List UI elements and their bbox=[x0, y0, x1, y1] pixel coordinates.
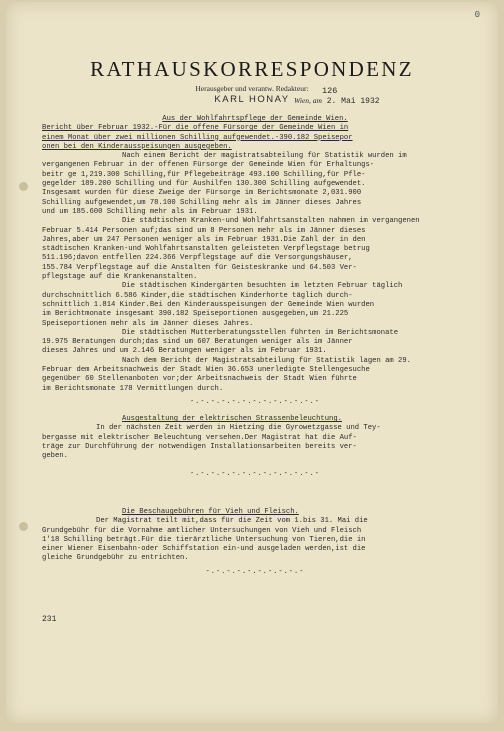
text-line: vergangenen Februar in der offenen Fürsorge der Gemeinde Wien für Erhaltungs- bbox=[42, 161, 375, 170]
text-line: dieses Jahres und um 2.146 Beratungen weniger als im Februar 1931. bbox=[42, 347, 327, 356]
text-line: gleiche Grundgebühr zu entrichten. bbox=[42, 554, 189, 563]
page-number: 231 bbox=[42, 615, 57, 624]
text-line: städtischen Kranken-und Wohlfahrtsanstalten geleisteten Verpflegstage betrug bbox=[42, 245, 370, 254]
text-line: onen bei den Kinderausspeisungen ausgegeben. bbox=[42, 142, 232, 151]
article-heading: Die Beschaugebühren für Vieh und Fleisch. bbox=[122, 508, 299, 516]
place-label: Wien, am bbox=[294, 96, 322, 105]
publisher-line: Herausgeber und verantw. Redakteur: bbox=[195, 84, 309, 93]
document-page bbox=[6, 2, 498, 723]
text-line: pflegstage auf die Krankenanstalten. bbox=[42, 273, 198, 282]
text-line: Grundgebühr für die Vornahme amtlicher Untersuchungen von Vieh und Fleisch bbox=[42, 526, 362, 535]
text-line: gegenüber 60 Stellenanboten vor;der Arbeitsnachweis der Stadt Wien führte bbox=[42, 375, 357, 384]
text-line: Die städtischen Kranken-und Wohlfahrtsanstalten nahmen im vergangenen bbox=[122, 217, 420, 226]
text-line: einem Monat über zwei millionen Schilling aufgewendet.-390.182 Speisepor bbox=[42, 133, 353, 142]
issue-date: 2. Mai 1932 bbox=[326, 97, 380, 106]
text-line: beitr ge 1,219.300 Schilling,für Pflegebeiträge 493.100 Schilling,für Pfle- bbox=[42, 170, 366, 179]
text-line: einer Wiener Eisenbahn-oder Schiffstation ein-und ausgeladen werden,ist die bbox=[42, 545, 366, 554]
article-wohlfahrtspflege bbox=[42, 115, 468, 407]
text-line: bergasse mit elektrischer Beleuchtung versehen.Der Magistrat hat die Auf- bbox=[42, 433, 357, 442]
text-line: Schilling aufgewendet,um 78.100 Schilling mehr als im Jänner dieses Jahres bbox=[42, 198, 362, 207]
text-line: 1'18 Schilling beträgt.Für die tierärztliche Untersuchung von Tieren,die in bbox=[42, 535, 366, 544]
corner-mark: 0 bbox=[474, 10, 480, 20]
text-line: 511.196;davon entfellen 224.366 Verpflegstage auf die Versorgungshäuser, bbox=[42, 254, 353, 263]
text-line: Speiseportionen mehr als im Jänner dieses Jahres. bbox=[42, 319, 254, 328]
place-date bbox=[294, 96, 380, 106]
text-line: gegelder 189.200 Schilling und für Aushilfen 130.300 Schilling aufgewendet. bbox=[42, 180, 366, 189]
text-line: Nach dem Bericht der Magistratsabteilung für Statistik lagen am 29. bbox=[122, 356, 411, 365]
text-line: Bericht über Februar 1932.-Für die offene Fürsorge der Gemeinde Wien in bbox=[42, 124, 349, 133]
section-divider: -.-.-.-.-.-.-.-.-.-.-.-.- bbox=[189, 397, 321, 406]
text-line: im Berichtsmonate 178 Vermittlungen durch. bbox=[42, 384, 224, 393]
text-line: 155.784 Verpflegstage auf die Anstalten für Geisteskranke und 64.503 Ver- bbox=[42, 263, 357, 272]
text-line: Jahres,aber um 247 Personen weniger als im Februar 1931.Die Zahl der in den bbox=[42, 235, 366, 244]
masthead bbox=[6, 57, 498, 105]
text-line: durchschnittlich 6.586 Kinder,die städtischen Kinderhorte täglich durch- bbox=[42, 291, 353, 300]
text-line: Februar dem Arbeitsnachweis der Stadt Wien 36.653 unerledigte Stellengesuche bbox=[42, 366, 370, 375]
text-line: im Berichtmonate insgesamt 390.182 Speiseportionen ausgegeben,um 21.225 bbox=[42, 310, 349, 319]
text-line: Februar 5.414 Personen auf;das sind um 8 Personen mehr als im Jänner dieses bbox=[42, 226, 366, 235]
text-line: Insgesamt wurden für diese Zweige der Fürsorge im Berichtsmonate 2,031.900 bbox=[42, 189, 362, 198]
text-line: Nach einem Bericht der magistratsabteilung für Statistik wurden im bbox=[122, 152, 407, 161]
text-line: Der Magistrat teilt mit,dass für die Zeit vom 1.bis 31. Mai die bbox=[96, 517, 368, 526]
section-divider: -.-.-.-.-.-.-.-.-.-.-.-.- bbox=[189, 470, 321, 479]
article-heading: Ausgestaltung der elektrischen Strassenbeleuchtung. bbox=[122, 415, 342, 423]
text-line: Die städtischen Kindergärten besuchten im letzten Februar täglich bbox=[122, 282, 403, 291]
article-beschaugebuehren bbox=[42, 508, 468, 577]
text-line: Die städtischen Mutterberatungsstellen führten im Berichtsmonate bbox=[122, 328, 399, 337]
text-line: 19.975 Beratungen durch;das sind um 607 Beratungen weniger als im Jänner bbox=[42, 338, 353, 347]
text-line: träge zur Durchführung der notwendigen Installationsarbeiten bereits ver- bbox=[42, 442, 357, 451]
text-line: geben. bbox=[42, 452, 68, 461]
text-line: und um 185.600 Schilling mehr als im Februar 1931. bbox=[42, 207, 258, 216]
article-heading: Aus der Wohlfahrtspflege der Gemeinde Wien. bbox=[162, 115, 348, 123]
issue-number: 126 bbox=[322, 86, 338, 96]
masthead-title: RATHAUSKORRESPONDENZ bbox=[90, 57, 414, 81]
text-line: schnittlich 1.814 Kinder.Bei den Kinderausspeisungen der Gemeinde Wien wurden bbox=[42, 300, 375, 309]
punch-hole bbox=[19, 522, 28, 531]
text-line: In der nächsten Zeit werden in Hietzing die Gyrowetzgasse und Tey- bbox=[96, 424, 381, 433]
article-strassenbeleuchtung bbox=[42, 415, 468, 480]
section-divider: -.-.-.-.-.-.-.-.-.- bbox=[205, 567, 305, 576]
editor-name: KARL HONAY bbox=[214, 94, 290, 105]
punch-hole bbox=[19, 182, 28, 191]
